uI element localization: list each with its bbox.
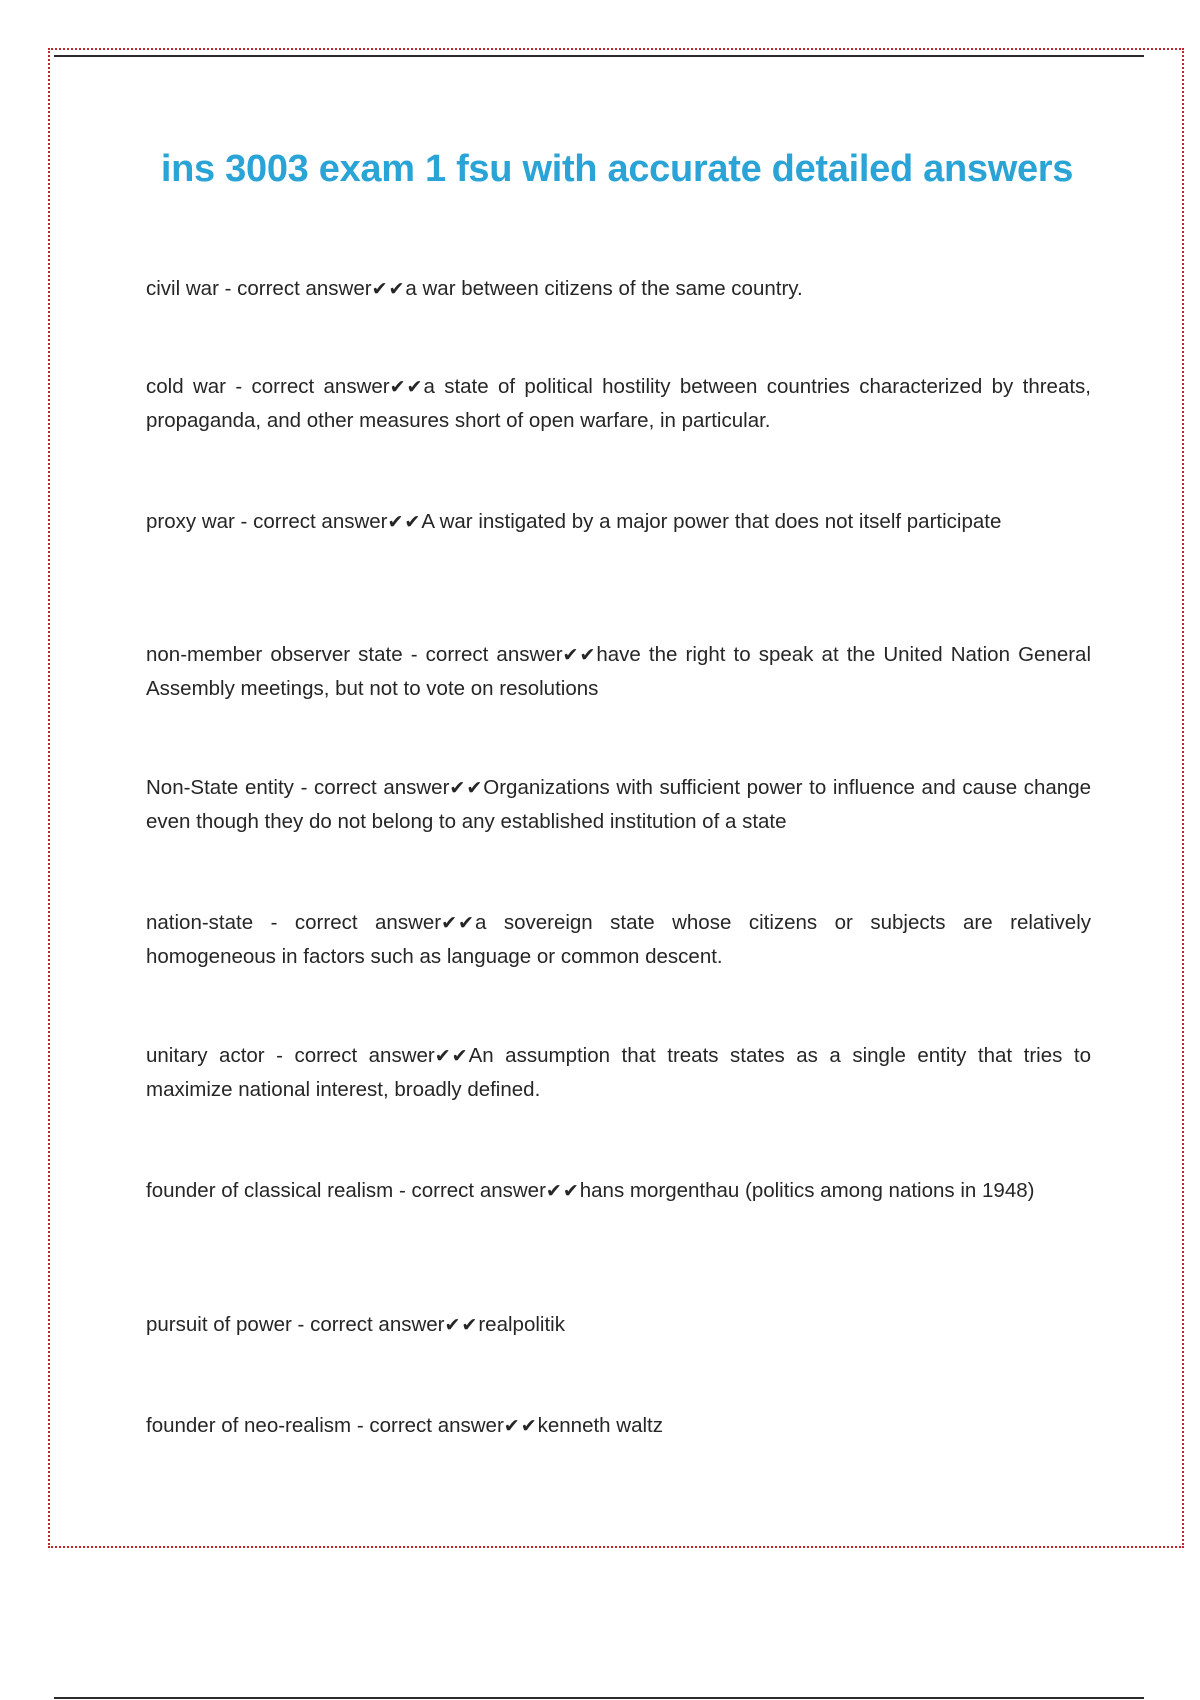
- qa-definition: hans morgenthau (politics among nations in 1948): [579, 1179, 1035, 1202]
- qa-term: cold war: [146, 375, 226, 398]
- check-mark-icon: ✔✔: [371, 278, 406, 300]
- qa-item: [146, 272, 1091, 306]
- qa-separator: - correct answer: [226, 375, 390, 398]
- qa-definition: realpolitik: [478, 1313, 565, 1336]
- qa-term: pursuit of power: [146, 1313, 292, 1336]
- qa-term: founder of classical realism: [146, 1179, 394, 1202]
- qa-definition: An assumption that treats states as a single entity that tries to maximize national interest, broadly defined.: [146, 1044, 1091, 1101]
- qa-separator: - correct answer: [264, 1044, 435, 1067]
- qa-item: [146, 1308, 1091, 1342]
- check-mark-icon: ✔✔: [387, 511, 422, 533]
- qa-item: [146, 1039, 1091, 1107]
- qa-definition: A war instigated by a major power that does not itself participate: [421, 510, 1002, 533]
- qa-item: [146, 906, 1091, 974]
- qa-item: [146, 370, 1091, 438]
- qa-term: Non-State entity: [146, 776, 294, 799]
- check-mark-icon: ✔✔: [562, 644, 597, 666]
- qa-term: civil war: [146, 277, 219, 300]
- check-mark-icon: ✔✔: [444, 1314, 479, 1336]
- qa-item: [146, 505, 1091, 539]
- qa-separator: - correct answer: [253, 911, 442, 934]
- qa-term: unitary actor: [146, 1044, 265, 1067]
- qa-term: proxy war: [146, 510, 235, 533]
- qa-term: founder of neo-realism: [146, 1414, 352, 1437]
- qa-separator: - correct answer: [291, 1313, 445, 1336]
- qa-definition: kenneth waltz: [537, 1414, 663, 1437]
- qa-separator: - correct answer: [393, 1179, 546, 1202]
- qa-definition: a state of political hostility between countries characterized by threats, propaganda, and other measures short of open warfare, in particular.: [146, 375, 1091, 432]
- document-title: ins 3003 exam 1 fsu with accurate detailed answers: [160, 148, 1074, 190]
- qa-separator: - correct answer: [234, 510, 388, 533]
- check-mark-icon: ✔✔: [389, 376, 424, 398]
- check-mark-icon: ✔✔: [503, 1415, 538, 1437]
- footer-rule: [54, 1697, 1144, 1699]
- qa-item: [146, 1409, 1091, 1443]
- qa-definition: have the right to speak at the United Nation General Assembly meetings, but not to vote on resolutions: [146, 643, 1092, 700]
- qa-separator: - correct answer: [293, 776, 450, 799]
- qa-separator: - correct answer: [402, 643, 563, 666]
- qa-item: [146, 771, 1091, 839]
- qa-definition: a sovereign state whose citizens or subjects are relatively homogeneous in factors such as language or common descent.: [146, 911, 1092, 968]
- check-mark-icon: ✔✔: [545, 1180, 580, 1202]
- qa-separator: - correct answer: [351, 1414, 504, 1437]
- qa-item: [146, 638, 1091, 706]
- check-mark-icon: ✔✔: [449, 777, 484, 799]
- qa-separator: - correct answer: [218, 277, 372, 300]
- qa-definition: Organizations with sufficient power to influence and cause change even though they do not belong to any established institution of a state: [146, 776, 1091, 833]
- check-mark-icon: ✔✔: [434, 1045, 469, 1067]
- qa-item: [146, 1174, 1091, 1208]
- header-rule: [54, 55, 1144, 57]
- qa-term: nation-state: [146, 911, 254, 934]
- qa-term: non-member observer state: [146, 643, 403, 666]
- qa-definition: a war between citizens of the same country.: [405, 277, 803, 300]
- check-mark-icon: ✔✔: [441, 912, 475, 934]
